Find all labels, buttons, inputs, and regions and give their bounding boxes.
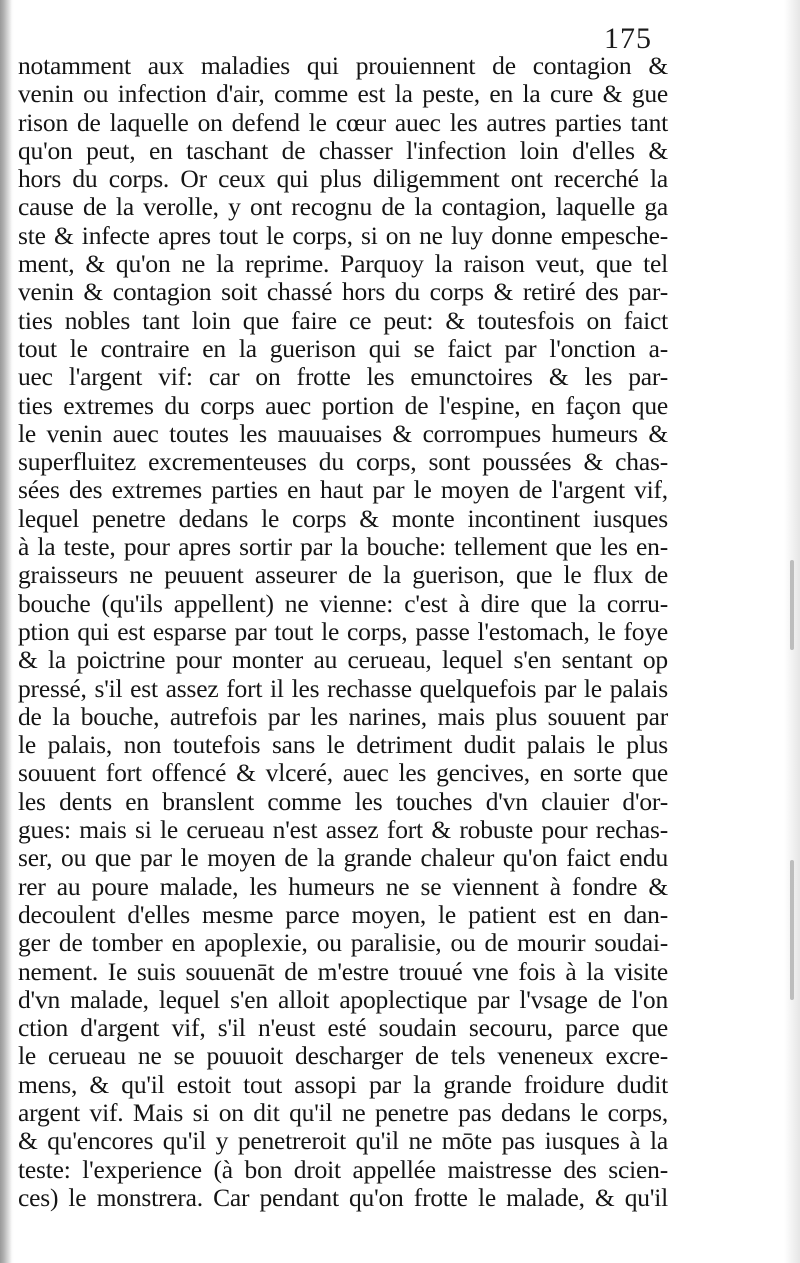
text-line: tout le contraire en la guerison qui se faict par l'onction a- [18, 333, 668, 363]
text-line: venin & contagion soit chassé hors du corps & retiré des par- [18, 277, 668, 307]
body-text [18, 52, 668, 1212]
text-line: & la poictrine pour monter au cerueau, lequel s'en sentant op [18, 645, 668, 675]
text-line: ment, & qu'on ne la reprime. Parquoy la raison veut, que tel [18, 249, 668, 279]
text-line: le cerueau ne se pouuoit descharger de tels veneneux excre- [18, 1041, 668, 1071]
text-line: & qu'encores qu'il y penetreroit qu'il ne mōte pas iusques à la [18, 1126, 668, 1156]
text-line: gues: mais si le cerueau n'est assez fort & robuste pour rechas- [18, 815, 668, 845]
text-line: argent vif. Mais si on dit qu'il ne penetre pas dedans le corps, [18, 1097, 668, 1127]
text-line: superfluitez excrementeuses du corps, sont poussées & chas- [18, 447, 668, 477]
page-number: 175 [604, 22, 652, 55]
text-line: souuent fort offencé & vlceré, auec les gencives, en sorte que [18, 758, 668, 788]
text-line: venin ou infection d'air, comme est la peste, en la cure & gue [18, 79, 668, 109]
text-line: sées des extremes parties en haut par le moyen de l'argent vif, [18, 475, 668, 505]
text-line: ger de tomber en apoplexie, ou paralisie, ou de mourir soudai- [18, 928, 668, 958]
text-line: uec l'argent vif: car on frotte les emunctoires & les par- [18, 362, 668, 392]
text-line: notamment aux maladies qui prouiennent de contagion & [18, 51, 668, 80]
text-line: mens, & qu'il estoit tout assopi par la grande froidure dudit [18, 1069, 668, 1099]
text-line: le palais, non toutefois sans le detriment dudit palais le plus [18, 730, 668, 760]
text-line: pressé, s'il est assez fort il les rechasse quelquefois par le palais [18, 673, 668, 703]
binding-shadow [0, 0, 12, 1263]
text-line: qu'on peut, en taschant de chasser l'infection loin d'elles & [18, 135, 668, 165]
text-line: ction d'argent vif, s'il n'eust esté soudain secouru, parce que [18, 1013, 668, 1043]
page-edge-mark [790, 860, 794, 1000]
text-line: ser, ou que par le moyen de la grande chaleur qu'on faict endu [18, 843, 668, 873]
text-line: rer au poure malade, les humeurs ne se viennent à fondre & [18, 871, 668, 901]
text-line: ces) le monstrera. Car pendant qu'on frotte le malade, & qu'il [18, 1182, 668, 1212]
text-line: rison de laquelle on defend le cœur auec les autres parties tant [18, 107, 668, 137]
text-line: ste & infecte apres tout le corps, si on ne luy donne empesche- [18, 220, 668, 250]
page-edge-mark [790, 560, 794, 650]
text-line: à la teste, pour apres sortir par la bouche: tellement que les en- [18, 532, 668, 562]
text-line: decoulent d'elles mesme parce moyen, le patient est en dan- [18, 899, 668, 929]
text-line: cause de la verolle, y ont recognu de la contagion, laquelle ga [18, 192, 668, 222]
text-line: bouche (qu'ils appellent) ne vienne: c'est à dire que la corru- [18, 588, 668, 618]
text-line: de la bouche, autrefois par les narines, mais plus souuent par [18, 701, 668, 731]
text-line: ties nobles tant loin que faire ce peut: & toutesfois on faict [18, 305, 668, 335]
text-line: ties extremes du corps auec portion de l'espine, en façon que [18, 390, 668, 420]
text-line: hors du corps. Or ceux qui plus diligemment ont recerché la [18, 164, 668, 194]
text-line: ption qui est esparse par tout le corps, passe l'estomach, le foye [18, 616, 668, 646]
text-line: lequel penetre dedans le corps & monte incontinent iusques [18, 503, 668, 533]
text-line: les dents en branslent comme les touches d'vn clauier d'or- [18, 786, 668, 816]
text-line: teste: l'experience (à bon droit appellée maistresse des scien- [18, 1154, 668, 1184]
text-line: le venin auec toutes les mauuaises & corrompues humeurs & [18, 418, 668, 448]
text-line: d'vn malade, lequel s'en alloit apoplectique par l'vsage de l'on [18, 984, 668, 1014]
text-line: graisseurs ne peuuent asseurer de la guerison, que le flux de [18, 560, 668, 590]
text-line: nement. Ie suis souuenāt de m'estre trouué vne fois à la visite [18, 956, 668, 986]
